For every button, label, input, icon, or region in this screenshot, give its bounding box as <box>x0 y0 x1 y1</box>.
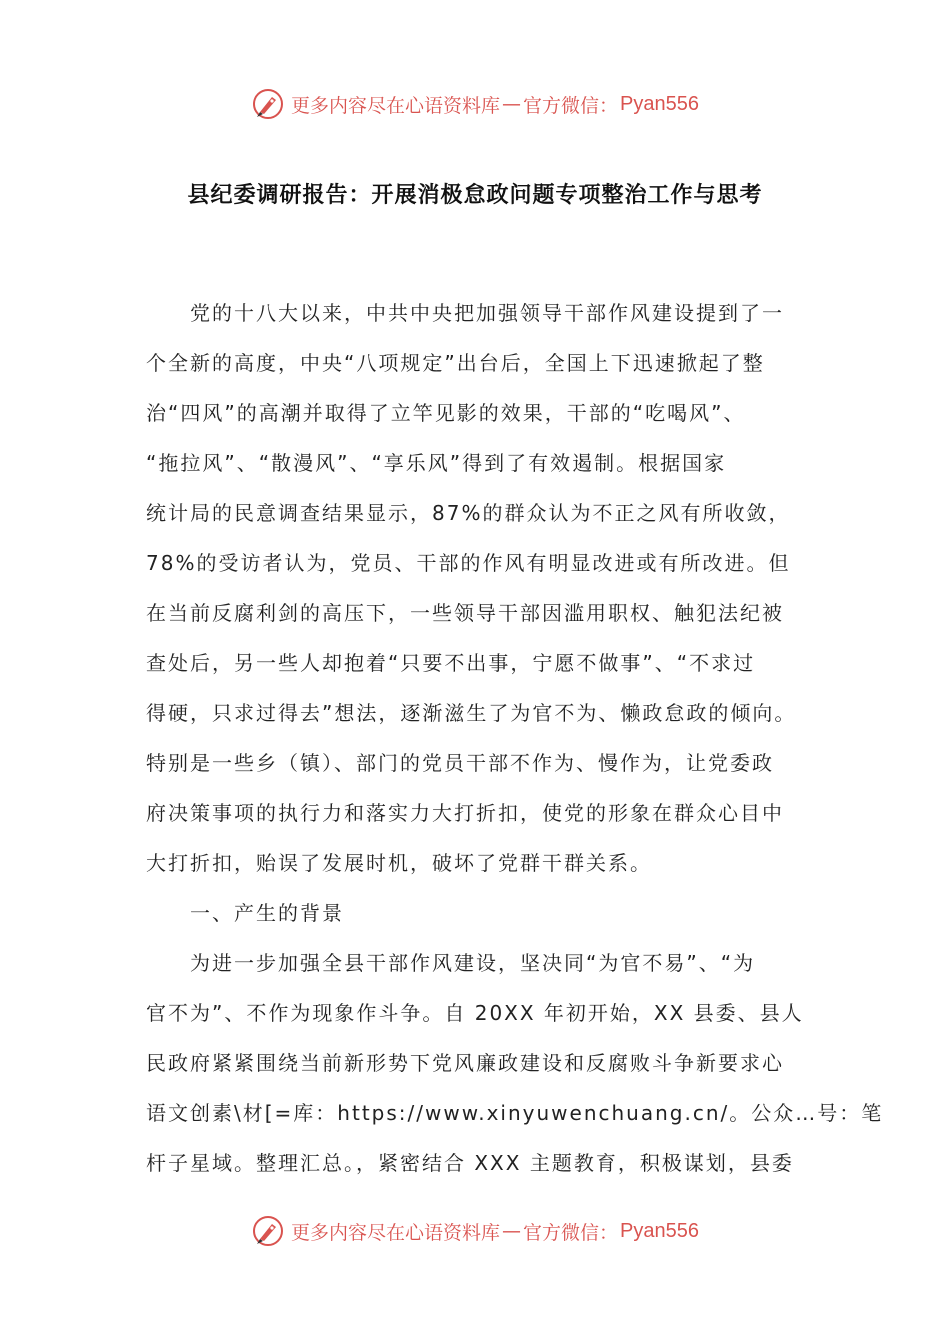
text-line: 特别是一些乡（镇）、部门的党员干部不作为、慢作为，让党委政 <box>146 751 774 775</box>
section-heading: 一、产生的背景 <box>190 901 344 925</box>
banner-wechat-label: 官方微信： <box>523 1221 619 1244</box>
pen-nib-logo-icon <box>251 1214 285 1248</box>
text-line: 得硬，只求过得去”想法，逐渐滋生了为官不为、懒政怠政的倾向。 <box>146 701 797 725</box>
footer-banner[interactable] <box>0 1211 950 1251</box>
text-line: 大打折扣，贻误了发展时机，破坏了党群干群关系。 <box>146 851 652 875</box>
text-line: 个全新的高度，中央“八项规定”出台后，全国上下迅速掀起了整 <box>146 351 765 375</box>
banner-wechat-label: 官方微信： <box>523 94 619 117</box>
text-line: 杆子星域。整理汇总。，紧密结合 XXX 主题教育，积极谋划，县委 <box>146 1151 794 1175</box>
banner-separator: — <box>502 93 522 115</box>
banner-brand: 更多内容尽在心语资料库 <box>291 94 501 117</box>
text-line: “拖拉风”、“散漫风”、“享乐风”得到了有效遏制。根据国家 <box>146 451 727 475</box>
text-line: 官不为”、不作为现象作斗争。自 20XX 年初开始，XX 县委、县人 <box>146 1001 804 1025</box>
header-banner[interactable] <box>0 84 950 124</box>
text-line: 在当前反腐利剑的高压下，一些领导干部因滥用职权、触犯法纪被 <box>146 601 784 625</box>
pen-nib-logo-icon <box>251 87 285 121</box>
banner-separator: — <box>502 1220 522 1242</box>
banner-wechat-handle: Pyan556 <box>620 92 699 115</box>
document-title: 县纪委调研报告：开展消极怠政问题专项整治工作与思考 <box>187 182 763 208</box>
text-line: 统计局的民意调查结果显示，87%的群众认为不正之风有所收敛， <box>146 501 791 525</box>
document-body <box>146 293 884 1193</box>
banner-wechat-handle: Pyan556 <box>620 1219 699 1242</box>
text-line: 民政府紧紧围绕当前新形势下党风廉政建设和反腐败斗争新要求心 <box>146 1051 784 1075</box>
banner-brand: 更多内容尽在心语资料库 <box>291 1221 501 1244</box>
text-line: 78%的受访者认为，党员、干部的作风有明显改进或有所改进。但 <box>146 551 791 575</box>
text-line: 党的十八大以来，中共中央把加强领导干部作风建设提到了一 <box>190 301 784 325</box>
text-line: 语文创素\材[=库：https://www.xinyuwenchuang.cn/。公众…号：笔 <box>146 1101 884 1125</box>
text-line: 府决策事项的执行力和落实力大打折扣，使党的形象在群众心目中 <box>146 801 784 825</box>
text-line: 为进一步加强全县干部作风建设，坚决同“为官不易”、“为 <box>190 951 756 975</box>
text-line: 查处后，另一些人却抱着“只要不出事，宁愿不做事”、“不求过 <box>146 651 756 675</box>
text-line: 治“四风”的高潮并取得了立竿见影的效果，干部的“吃喝风”、 <box>146 401 746 425</box>
